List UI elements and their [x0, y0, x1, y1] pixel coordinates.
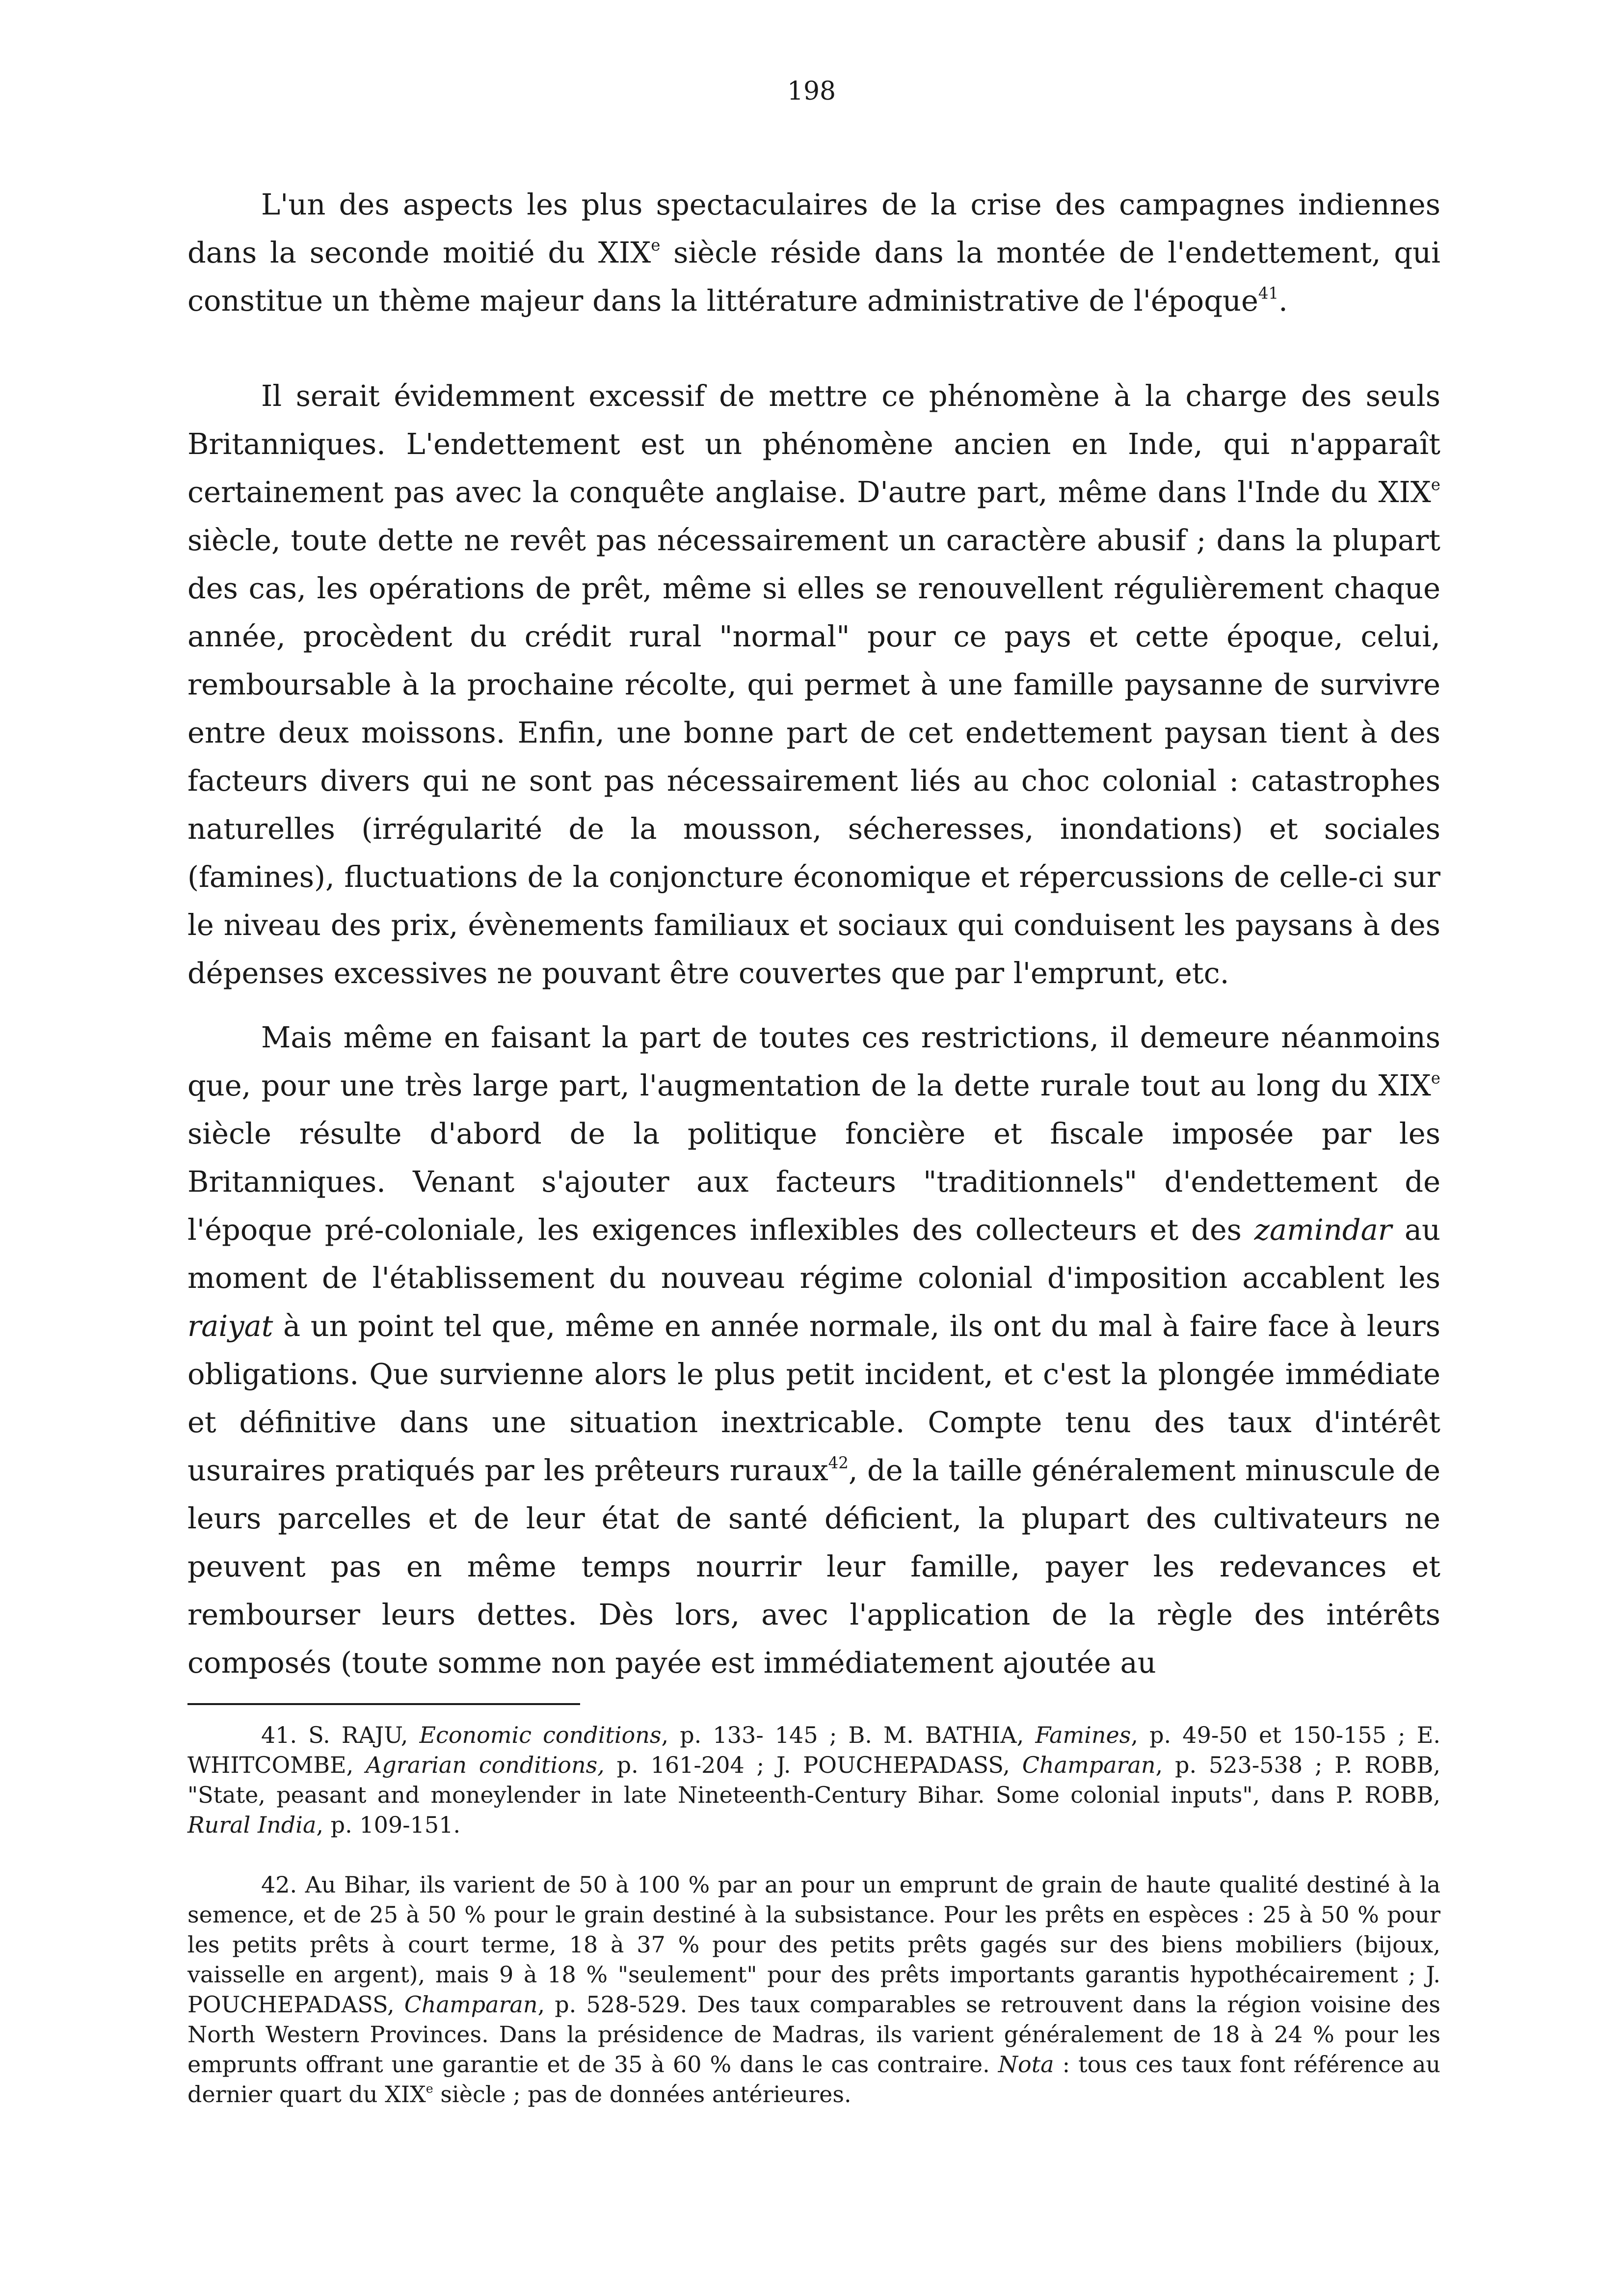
paragraph-text: siècle résulte d'abord de la politique foncière et fiscale imposée par les Britanniques. Venant s'ajouter aux facteurs "traditionnels" d'endettement de l'époque pré-coloniale, les exigences inflexibles des collecteurs et des: [187, 1117, 1440, 1247]
footnote-ref-41[interactable]: 41: [1258, 284, 1279, 303]
century-superscript: e: [651, 236, 661, 255]
italic-title: Champaran: [404, 1991, 538, 2018]
italic-title: Agrarian conditions,: [366, 1752, 605, 1778]
footnote-42: [187, 1870, 1440, 2109]
footnote-text: 41. S. RAJU,: [261, 1722, 420, 1748]
century-superscript: e: [1431, 1068, 1440, 1088]
century-superscript: e: [1431, 475, 1440, 494]
page-number: 198: [787, 77, 836, 106]
footnote-separator: [187, 1703, 580, 1705]
paragraph-text: .: [1278, 284, 1288, 318]
footnote-text: 42. Au Bihar, ils varient de 50 à 100 % par an pour un emprunt de grain de haute qualité destiné à la semence, et de 25 à 50 % pour le grain destiné à la subsistance. Pour les prêts en espèces : 25 à 50 % pour les petits prêts à court terme, 18 à 37 % pour des petits prêts gagés sur des biens mobiliers (bijoux, vaisselle en argent), mais 9 à 18 % "seulement" pour des prêts importants garantis hypothécairement ; J. POUCHEPADASS,: [187, 1871, 1440, 2018]
italic-term: Nota: [998, 2051, 1054, 2078]
paragraph-text: Mais même en faisant la part de toutes ces restrictions, il demeure néanmoins que, pour une très large part, l'augmentation de la dette rurale tout au long du XIX: [187, 1020, 1440, 1102]
italic-title: Famines: [1035, 1722, 1131, 1748]
italic-term: zamindar: [1254, 1213, 1392, 1247]
paragraph-text: siècle, toute dette ne revêt pas nécessairement un caractère abusif ; dans la plupart des cas, les opérations de prêt, même si elles se renouvellent régulièrement chaque année, procèdent du crédit rural "normal" pour ce pays et cette époque, celui, remboursable à la prochaine récolte, qui permet à une famille paysanne de survivre entre deux moissons. Enfin, une bonne part de cet endettement paysan tient à des facteurs divers qui ne sont pas nécessairement liés au choc colonial : catastrophes naturelles (irrégularité de la mousson, sécheresses, inondations) et sociales (famines), fluctuations de la conjoncture économique et répercussions de celle-ci sur le niveau des prix, évènements familiaux et sociaux qui conduisent les paysans à des dépenses excessives ne pouvant être couvertes que par l'emprunt, etc.: [187, 523, 1440, 990]
footnote-41: [187, 1720, 1440, 1840]
footnote-text: , p. 528-529. Des taux comparables se retrouvent dans la région voisine des North Western Provinces. Dans la présidence de Madras, ils varient généralement de 18 à 24 % pour les emprunts offrant une garantie et de 35 à 60 % dans le cas contraire.: [187, 1991, 1440, 2078]
paragraph-text: à un point tel que, même en année normale, ils ont du mal à faire face à leurs obligations. Que survienne alors le plus petit incident, et c'est la plongée immédiate et définitive dans une situation inextricable. Compte tenu des taux d'intérêt usuraires pratiqués par les prêteurs ruraux: [187, 1309, 1440, 1487]
paragraph-text: L'un des aspects les plus spectaculaires de la crise des campagnes indiennes dans la seconde moitié du XIX: [187, 187, 1440, 269]
body-paragraph-2: [187, 372, 1440, 997]
footnote-ref-42[interactable]: 42: [828, 1453, 849, 1472]
paragraph-text: siècle réside dans la montée de l'endettement, qui constitue un thème majeur dans la littérature administrative de l'époque: [187, 236, 1440, 318]
footnote-text: , p. 109-151.: [316, 1812, 461, 1838]
footnote-text: , p. 133- 145 ; B. M. BATHIA,: [661, 1722, 1036, 1748]
body-paragraph-3: [187, 1014, 1440, 1687]
italic-title: Champaran: [1022, 1752, 1156, 1778]
paragraph-text: , de la taille généralement minuscule de leurs parcelles et de leur état de santé déficient, la plupart des cultivateurs ne peuvent pas en même temps nourrir leur famille, payer les redevances et rembourser leurs dettes. Dès lors, avec l'application de la règle des intérêts composés (toute somme non payée est immédiatement ajoutée au: [187, 1453, 1441, 1680]
footnote-text: p. 161-204 ; J. POUCHEPADASS,: [604, 1752, 1022, 1778]
italic-title: Economic conditions: [419, 1722, 662, 1748]
italic-term: raiyat: [187, 1309, 273, 1343]
footnote-text: siècle ; pas de données antérieures.: [433, 2081, 851, 2108]
paragraph-text: au moment de l'établissement du nouveau régime colonial d'imposition accablent les: [187, 1213, 1440, 1295]
century-superscript: e: [426, 2082, 433, 2096]
footnote-text: : tous ces taux font référence au dernier quart du XIX: [187, 2051, 1440, 2108]
italic-title: Rural India: [187, 1812, 317, 1838]
footnote-text: , p. 49-50 et 150-155 ; E. WHITCOMBE,: [187, 1722, 1440, 1778]
body-paragraph-1: [187, 181, 1440, 325]
paragraph-text: Il serait évidemment excessif de mettre ce phénomène à la charge des seuls Britanniques. L'endettement est un phénomène ancien en Inde, qui n'apparaît certainement pas avec la conquête anglaise. D'autre part, même dans l'Inde du XIX: [187, 379, 1440, 509]
footnote-text: , p. 523-538 ; P. ROBB, "State, peasant and moneylender in late Nineteenth-Century Bihar. Some colonial inputs", dans P. ROBB,: [187, 1752, 1440, 1808]
